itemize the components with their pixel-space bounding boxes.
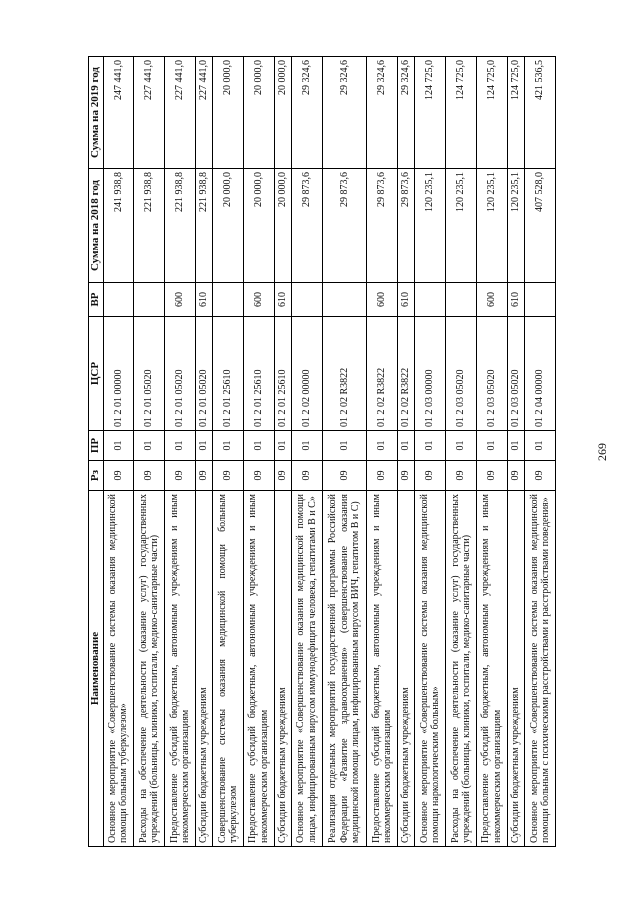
cell-pr: 01 (476, 431, 507, 461)
cell-sum-2018: 221 938,8 (165, 169, 196, 283)
cell-csr: 01 2 01 25610 (213, 317, 244, 431)
cell-csr: 01 2 01 25610 (274, 317, 291, 431)
cell-csr: 01 2 03 05020 (507, 317, 524, 431)
cell-csr: 01 2 03 00000 (415, 317, 446, 431)
cell-csr: 01 2 02 R3822 (398, 317, 415, 431)
table-row (476, 57, 507, 847)
cell-csr: 01 2 03 05020 (476, 317, 507, 431)
cell-pr: 01 (213, 431, 244, 461)
cell-csr: 01 2 01 05020 (165, 317, 196, 431)
cell-csr: 01 2 01 05020 (134, 317, 165, 431)
table-row (367, 57, 398, 847)
cell-name: Основное мероприятие «Совершенствование оказания медицинской помощи лицам, инфицированным вирусом иммунодефицита человека, гепатитами В и С» (292, 491, 323, 847)
cell-rz: 09 (244, 461, 275, 491)
table-row (415, 57, 446, 847)
cell-sum-2018: 120 235,1 (476, 169, 507, 283)
cell-sum-2019: 124 725,0 (415, 57, 446, 169)
cell-name: Субсидии бюджетным учреждениям (195, 491, 212, 847)
cell-name: Субсидии бюджетным учреждениям (507, 491, 524, 847)
cell-sum-2019: 29 324,6 (292, 57, 323, 169)
cell-csr: 01 2 01 25610 (244, 317, 275, 431)
cell-name: Основное мероприятие «Совершенствование системы оказания медицинской помощи наркологическим больным» (415, 491, 446, 847)
rotated-table-container (88, 57, 556, 847)
cell-vr: 610 (195, 283, 212, 317)
cell-rz: 09 (507, 461, 524, 491)
cell-name: Предоставление субсидий бюджетным, автономным учреждениям и иным некоммерческим организациям (367, 491, 398, 847)
cell-pr: 01 (322, 431, 366, 461)
cell-sum-2018: 29 873,6 (367, 169, 398, 283)
cell-sum-2019: 247 441,0 (103, 57, 134, 169)
table-row (274, 57, 291, 847)
table-row (292, 57, 323, 847)
cell-pr: 01 (244, 431, 275, 461)
cell-rz: 09 (476, 461, 507, 491)
cell-rz: 09 (322, 461, 366, 491)
cell-rz: 09 (367, 461, 398, 491)
cell-vr: 600 (165, 283, 196, 317)
cell-vr (134, 283, 165, 317)
cell-vr: 600 (367, 283, 398, 317)
cell-pr: 01 (195, 431, 212, 461)
cell-name: Предоставление субсидий бюджетным, автономным учреждениям и иным некоммерческим организациям (476, 491, 507, 847)
table-row (165, 57, 196, 847)
cell-name: Основное мероприятие «Совершенствование системы оказания медицинской помощи больным с психическими расстройствами и расстройствами поведения» (525, 491, 556, 847)
cell-sum-2019: 227 441,0 (165, 57, 196, 169)
cell-rz: 09 (195, 461, 212, 491)
cell-sum-2018: 29 873,6 (292, 169, 323, 283)
cell-csr: 01 2 04 00000 (525, 317, 556, 431)
cell-sum-2018: 120 235,1 (507, 169, 524, 283)
table-row (322, 57, 366, 847)
table-row (213, 57, 244, 847)
cell-vr: 610 (274, 283, 291, 317)
table-row (525, 57, 556, 847)
cell-sum-2018: 20 000,0 (274, 169, 291, 283)
cell-sum-2018: 20 000,0 (213, 169, 244, 283)
cell-sum-2018: 20 000,0 (244, 169, 275, 283)
cell-sum-2018: 120 235,1 (446, 169, 477, 283)
cell-sum-2019: 124 725,0 (446, 57, 477, 169)
cell-vr: 600 (476, 283, 507, 317)
cell-pr: 01 (292, 431, 323, 461)
cell-sum-2018: 241 938,8 (103, 169, 134, 283)
cell-rz: 09 (103, 461, 134, 491)
cell-name: Совершенствование системы оказания медицинской помощи больным туберкулезом (213, 491, 244, 847)
table-row (195, 57, 212, 847)
cell-sum-2019: 20 000,0 (244, 57, 275, 169)
table-row (103, 57, 134, 847)
cell-rz: 09 (213, 461, 244, 491)
cell-rz: 09 (398, 461, 415, 491)
cell-vr (292, 283, 323, 317)
cell-sum-2019: 124 725,0 (476, 57, 507, 169)
header-sum-2019: Сумма на 2019 год (89, 57, 104, 169)
cell-pr: 01 (446, 431, 477, 461)
cell-vr (213, 283, 244, 317)
table-row (507, 57, 524, 847)
cell-name: Предоставление субсидий бюджетным, автономным учреждениям и иным некоммерческим организациям (244, 491, 275, 847)
cell-sum-2018: 221 938,8 (134, 169, 165, 283)
table-row (398, 57, 415, 847)
cell-vr: 610 (507, 283, 524, 317)
cell-sum-2018: 120 235,1 (415, 169, 446, 283)
cell-vr (322, 283, 366, 317)
cell-sum-2018: 29 873,6 (398, 169, 415, 283)
cell-vr (525, 283, 556, 317)
cell-csr: 01 2 02 R3822 (367, 317, 398, 431)
cell-csr: 01 2 01 00000 (103, 317, 134, 431)
cell-sum-2019: 421 536,5 (525, 57, 556, 169)
cell-csr: 01 2 03 05020 (446, 317, 477, 431)
cell-rz: 09 (274, 461, 291, 491)
cell-sum-2019: 227 441,0 (195, 57, 212, 169)
cell-pr: 01 (274, 431, 291, 461)
header-vr: ВР (89, 283, 104, 317)
table-body (103, 57, 556, 847)
cell-pr: 01 (507, 431, 524, 461)
cell-sum-2019: 124 725,0 (507, 57, 524, 169)
cell-rz: 09 (415, 461, 446, 491)
cell-pr: 01 (525, 431, 556, 461)
header-name: Наименование (89, 491, 104, 847)
cell-name: Основное мероприятие «Совершенствование системы оказания медицинской помощи больным туберкулезом» (103, 491, 134, 847)
table-header-row (89, 57, 104, 847)
cell-csr: 01 2 02 R3822 (322, 317, 366, 431)
cell-sum-2019: 29 324,6 (322, 57, 366, 169)
header-csr: ЦСР (89, 317, 104, 431)
table-row (134, 57, 165, 847)
cell-sum-2019: 20 000,0 (274, 57, 291, 169)
cell-pr: 01 (165, 431, 196, 461)
budget-table (88, 56, 556, 847)
cell-rz: 09 (446, 461, 477, 491)
table-row (244, 57, 275, 847)
cell-pr: 01 (134, 431, 165, 461)
cell-sum-2019: 29 324,6 (367, 57, 398, 169)
cell-vr (415, 283, 446, 317)
cell-vr (103, 283, 134, 317)
cell-pr: 01 (415, 431, 446, 461)
page-number: 269 (595, 443, 609, 461)
cell-pr: 01 (367, 431, 398, 461)
cell-name: Предоставление субсидий бюджетным, автономным учреждениям и иным некоммерческим организациям (165, 491, 196, 847)
cell-name: Расходы на обеспечение деятельности (оказание услуг) государственных учреждений (больницы, клиники, госпитали, медико-санитарные части) (134, 491, 165, 847)
cell-sum-2019: 20 000,0 (213, 57, 244, 169)
cell-pr: 01 (398, 431, 415, 461)
cell-name: Субсидии бюджетным учреждениям (398, 491, 415, 847)
cell-rz: 09 (525, 461, 556, 491)
cell-sum-2018: 407 528,0 (525, 169, 556, 283)
cell-sum-2019: 29 324,6 (398, 57, 415, 169)
cell-sum-2019: 227 441,0 (134, 57, 165, 169)
header-pr: ПР (89, 431, 104, 461)
cell-vr (446, 283, 477, 317)
cell-name: Реализация отдельных мероприятий государственной программы Российской Федерации «Развитие здравоохранения» (совершенствование оказания медицинской помощи лицам, инфицированным вирусом ВИЧ, гепатитом В и С) (322, 491, 366, 847)
cell-pr: 01 (103, 431, 134, 461)
cell-sum-2018: 221 938,8 (195, 169, 212, 283)
cell-sum-2018: 29 873,6 (322, 169, 366, 283)
cell-rz: 09 (165, 461, 196, 491)
cell-name: Расходы на обеспечение деятельности (оказание услуг) государственных учреждений (больницы, клиники, госпитали, медико-санитарные части) (446, 491, 477, 847)
cell-csr: 01 2 01 05020 (195, 317, 212, 431)
header-rz: Рз (89, 461, 104, 491)
cell-vr: 610 (398, 283, 415, 317)
cell-rz: 09 (134, 461, 165, 491)
cell-name: Субсидии бюджетным учреждениям (274, 491, 291, 847)
cell-vr: 600 (244, 283, 275, 317)
cell-csr: 01 2 02 00000 (292, 317, 323, 431)
cell-rz: 09 (292, 461, 323, 491)
table-row (446, 57, 477, 847)
header-sum-2018: Сумма на 2018 год (89, 169, 104, 283)
